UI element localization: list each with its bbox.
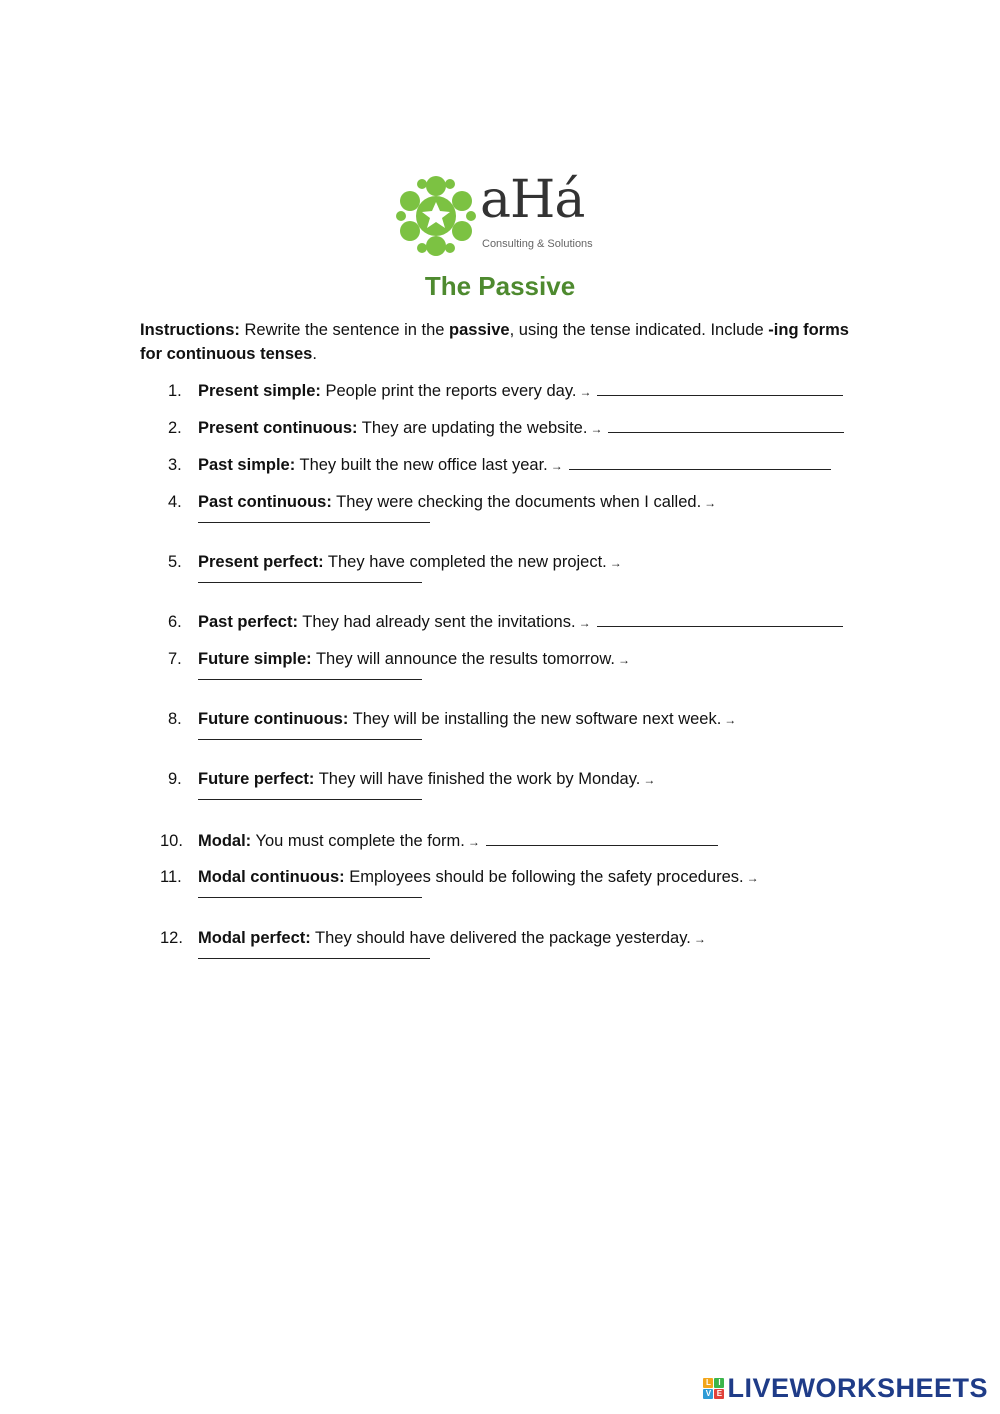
instructions [140,318,860,366]
item-number: 1. [168,382,182,400]
instructions-bold-ing: -ing forms for continuous tenses [140,321,849,363]
sentence-text: They have completed the new project. [323,553,607,571]
sentence-text: They will announce the results tomorrow. [311,650,615,668]
answer-blank[interactable] [198,522,430,523]
answer-blank[interactable] [608,416,844,433]
liveworksheets-brand: LIVEWORKSHEETS [727,1372,988,1403]
tense-label: Present perfect: [198,553,324,571]
tense-label: Future continuous: [198,710,349,728]
answer-blank[interactable] [198,582,422,583]
tense-label: Future simple: [198,650,312,668]
arrow-icon: → [724,713,737,727]
arrow-icon: → [609,556,622,570]
arrow-icon: → [467,835,480,849]
item-number: 8. [168,710,182,728]
answer-blank[interactable] [198,739,422,740]
logo-wordmark: aHá [480,170,585,230]
sentence-text: Employees should be following the safety procedures. [344,868,744,886]
block-letter: I [714,1378,724,1388]
item-number: 7. [168,650,182,668]
liveworksheets-blocks-icon [703,1378,724,1399]
sentence-text: They should have delivered the package yesterday. [310,929,691,947]
sentence-text: They will have finished the work by Monday. [314,770,641,788]
answer-blank[interactable] [198,799,422,800]
block-letter: L [703,1378,713,1388]
liveworksheets-footer [703,1372,988,1404]
item-number: 5. [168,553,182,571]
sentence-text: They built the new office last year. [295,456,548,474]
tense-label: Future perfect: [198,770,315,788]
company-logo [396,170,606,256]
sentence-text: They will be installing the new software next week. [348,710,722,728]
answer-blank[interactable] [597,610,843,627]
item-number: 11. [160,868,182,886]
item-number: 3. [168,456,182,474]
gear-star-logo-icon [396,176,480,256]
arrow-icon: → [579,385,592,399]
sentence-text: They were checking the documents when I called. [331,493,702,511]
tense-label: Modal: [198,832,252,850]
block-letter: V [703,1389,713,1399]
tense-label: Past continuous: [198,493,332,511]
sentence-text: They are updating the website. [357,419,588,437]
arrow-icon: → [578,616,591,630]
arrow-icon: → [693,932,706,946]
instructions-bold-passive: passive [449,321,510,339]
answer-blank[interactable] [198,679,422,680]
block-letter: E [714,1389,724,1399]
instructions-text-2: , using the tense indicated. Include [509,321,769,339]
arrow-icon: → [704,496,717,510]
sentence-text: They had already sent the invitations. [297,613,576,631]
page-title: The Passive [424,271,576,301]
sentence-text: You must complete the form. [251,832,465,850]
item-number: 2. [168,419,182,437]
answer-blank[interactable] [486,829,718,846]
instructions-lead: Instructions: [140,321,240,339]
instructions-text-1: Rewrite the sentence in the [239,321,450,339]
arrow-icon: → [643,773,656,787]
item-number: 4. [168,493,182,511]
tense-label: Present continuous: [198,419,358,437]
item-number: 10. [160,832,183,850]
tense-label: Modal continuous: [198,868,345,886]
tense-label: Modal perfect: [198,929,311,947]
logo-subtitle: Consulting & Solutions [482,238,593,250]
arrow-icon: → [550,459,563,473]
answer-blank[interactable] [597,379,843,396]
tense-label: Past perfect: [198,613,298,631]
arrow-icon: → [746,871,759,885]
instructions-text-3: . [312,345,317,363]
answer-blank[interactable] [198,897,422,898]
answer-blank[interactable] [198,958,430,959]
item-number: 12. [160,929,183,947]
sentence-text: People print the reports every day. [320,382,577,400]
item-number: 6. [168,613,182,631]
arrow-icon: → [617,653,630,667]
arrow-icon: → [590,422,603,436]
answer-blank[interactable] [569,453,831,470]
tense-label: Past simple: [198,456,296,474]
item-number: 9. [168,770,182,788]
tense-label: Present simple: [198,382,321,400]
